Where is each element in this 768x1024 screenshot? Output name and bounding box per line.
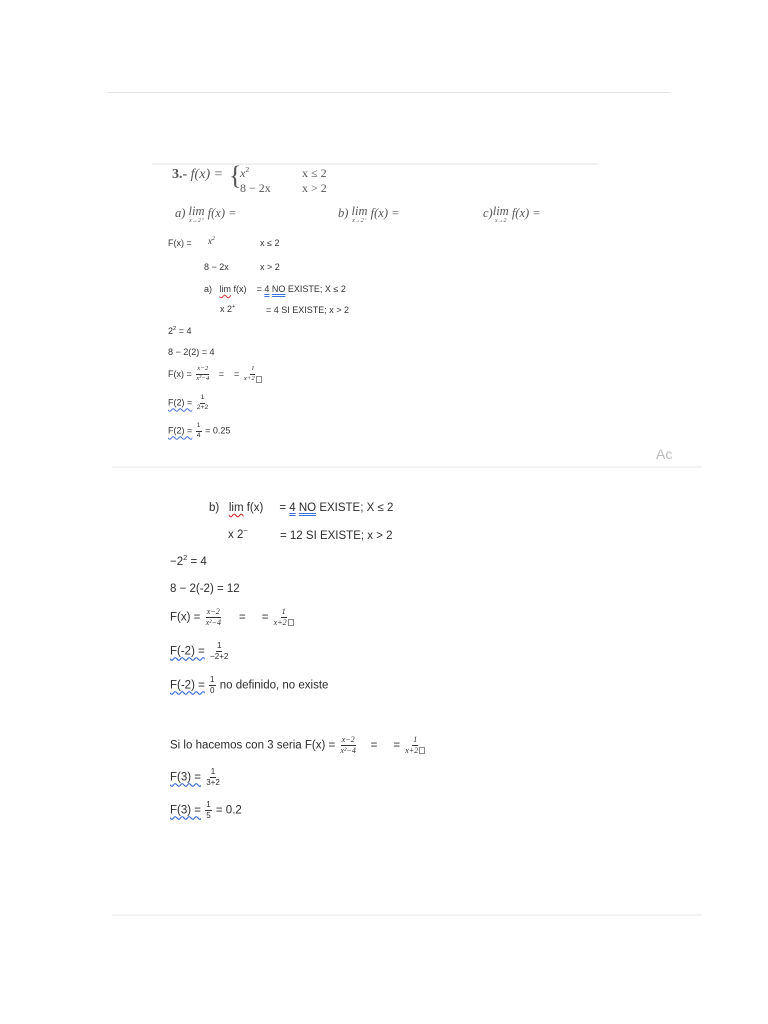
- problem-header: [172, 167, 223, 183]
- a-case1: $x^2$: [208, 236, 215, 246]
- image-top-edge: [152, 163, 598, 165]
- b-line1: $-2^2 = 4$: [170, 553, 207, 568]
- part-c-header: c) lim x→2 f(x) =: [483, 204, 541, 224]
- a-res2: = 4 SI EXISTE; x > 2: [266, 305, 350, 315]
- b-line2: 8 − 2(-2) = 12: [170, 583, 240, 595]
- bottom-divider: [112, 914, 702, 916]
- part-b-header: b) lim x→2⁻ f(x) =: [338, 204, 400, 224]
- problem-case2-cond: x > 2: [302, 181, 327, 195]
- a-case2: 8 − 2x: [204, 262, 229, 272]
- part-a-header: a) lim x→2⁺ f(x) =: [175, 204, 237, 224]
- problem-case2: 8 − 2x: [240, 181, 271, 195]
- a-line1: $2^2 = 4$: [168, 326, 192, 336]
- c-intro-line: Si lo hacemos con 3 seria F(x) = $\frac{x-2}{\text{x²−4}}$ = = $\frac{1}{x+2}$: [170, 736, 427, 755]
- a-limit-line: a) lim f(x) = 4 NO EXISTE; X ≤ 2: [204, 284, 346, 294]
- b-fx-line: F(x) = $\frac{x-2}{\text{x²−4}}$ = = $\frac{1}{x+2}$: [170, 608, 296, 627]
- a-f2-line: F(2) = $\frac{1}{2+2}$: [168, 394, 209, 411]
- b-fm2b-line: F(-2) = $\frac{1}{0}$ no definido, no existe: [170, 675, 329, 696]
- problem-brace: {: [229, 161, 242, 190]
- a-case1-cond: x ≤ 2: [260, 238, 280, 248]
- b-res2: = 12 SI EXISTE; x > 2: [280, 530, 393, 542]
- c-f3b-line: F(3) = $\frac{1}{5}$ = 0.2: [170, 800, 242, 821]
- a-fx-line: F(x) = $\frac{x-2}{\text{x²−4}}$ = = $\frac{1}{x+2}$: [168, 366, 264, 383]
- b-approach: x 2−: [228, 526, 248, 541]
- b-fm2-line: F(-2) = $\frac{1}{-2+2}$: [170, 641, 229, 662]
- section-divider: [112, 466, 702, 468]
- problem-label: 3.-: [172, 167, 191, 182]
- a-f2b-line: F(2) = $\frac{1}{4}$ = 0.25: [168, 422, 231, 439]
- activate-watermark: Ac: [656, 446, 673, 462]
- b-limit-line: b) lim f(x) = 4 NO EXISTE; X ≤ 2: [209, 502, 394, 514]
- problem-case1-cond: x ≤ 2: [302, 166, 327, 180]
- a-def-label: F(x) =: [168, 238, 192, 248]
- problem-fx: f(x) =: [190, 167, 224, 182]
- a-approach: x 2+: [220, 304, 236, 314]
- a-line2: 8 − 2(2) = 4: [168, 347, 215, 357]
- a-case2-cond: x > 2: [260, 262, 280, 272]
- c-f3-line: F(3) = $\frac{1}{3+2}$: [170, 767, 220, 788]
- top-divider: [108, 92, 670, 93]
- problem-case1: $x^2$: [240, 165, 250, 180]
